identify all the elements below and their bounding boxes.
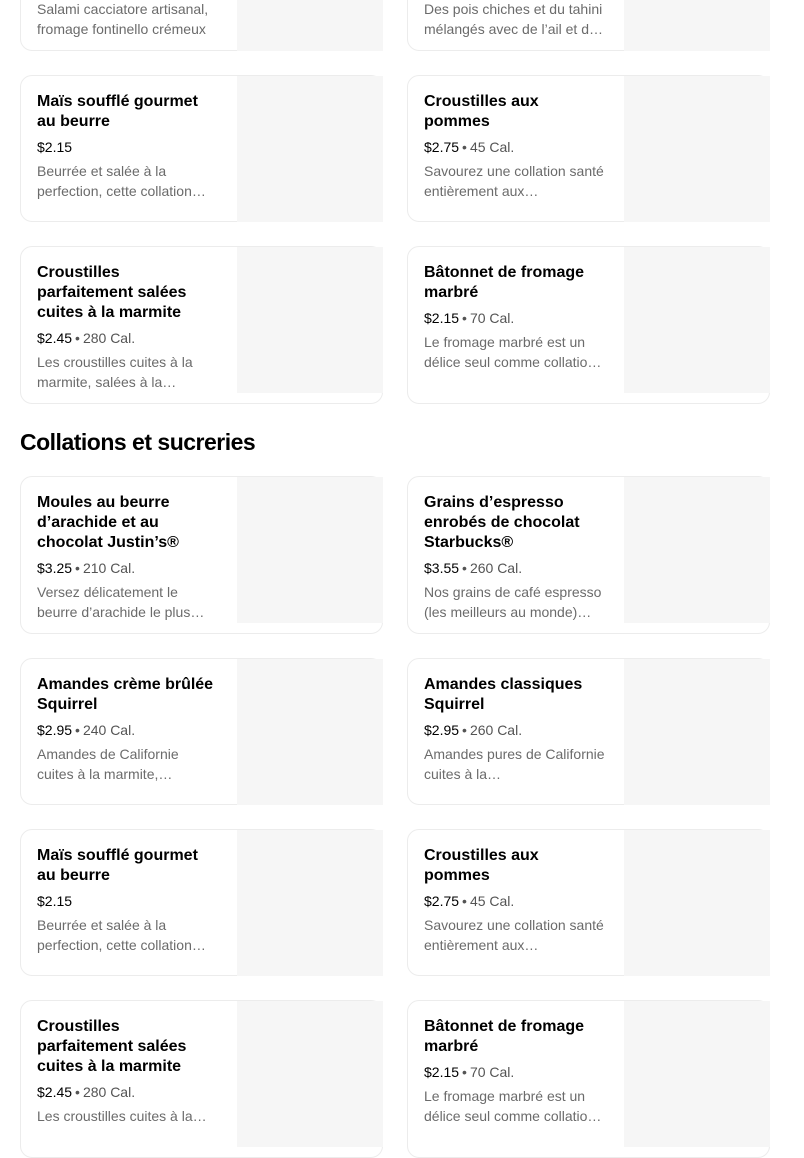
menu-item-price: $3.25 <box>37 560 73 576</box>
menu-item-name: Maïs soufflé gourmet au beurre <box>37 847 198 884</box>
menu-item-name: Croustilles parfaitement salées cuites à la marmite <box>37 264 187 321</box>
menu-item-price: $2.75 <box>424 139 460 155</box>
menu-item-description: Amandes de Californie cuites à la marmite,… <box>37 746 179 782</box>
menu-item-price: $2.15 <box>424 1064 460 1080</box>
menu-item-calories: 70 Cal. <box>469 310 515 326</box>
menu-item-image <box>237 0 383 51</box>
menu-item-price: $2.15 <box>37 139 73 155</box>
menu-item-description: Amandes pures de Californie cuites à la… <box>424 746 605 782</box>
menu-item-card[interactable] <box>407 829 770 976</box>
menu-item-description: Versez délicatement le beurre d’arachide le plus… <box>37 584 205 620</box>
menu-item-calories: 240 Cal. <box>82 722 136 738</box>
menu-item-name: Maïs soufflé gourmet au beurre <box>37 93 198 130</box>
menu-item-image <box>237 659 383 805</box>
menu-item-price: $2.45 <box>37 330 73 346</box>
menu-item-text <box>424 493 606 622</box>
menu-item-price: $2.95 <box>37 722 73 738</box>
menu-item-text <box>37 846 219 955</box>
meta-separator: • <box>462 560 467 576</box>
menu-item-description: Les croustilles cuites à la… <box>37 1108 207 1124</box>
meta-separator: • <box>462 310 467 326</box>
menu-item-meta <box>424 720 606 740</box>
menu-item-image <box>237 1001 383 1147</box>
meta-separator: • <box>75 560 80 576</box>
menu-item-text <box>424 0 606 39</box>
menu-item-card[interactable] <box>20 1000 383 1158</box>
menu-item-card[interactable] <box>20 0 383 51</box>
menu-item-text <box>37 675 219 784</box>
menu-item-description: Le fromage marbré est un délice seul comme collatio… <box>424 1088 602 1124</box>
menu-item-image <box>624 659 770 805</box>
menu-item-meta <box>37 328 219 348</box>
menu-item-calories: 210 Cal. <box>82 560 136 576</box>
meta-separator: • <box>462 1064 467 1080</box>
menu-item-text <box>424 675 606 784</box>
menu-item-description: Beurrée et salée à la perfection, cette collation… <box>37 163 206 199</box>
menu-item-calories: 280 Cal. <box>82 330 136 346</box>
menu-item-name: Amandes classiques Squirrel <box>424 676 583 713</box>
menu-item-card[interactable] <box>20 246 383 404</box>
menu-item-text <box>424 92 606 201</box>
menu-item-card[interactable] <box>407 0 770 51</box>
menu-item-meta <box>424 558 606 578</box>
menu-item-name: Moules au beurre d’arachide et au chocolat Justin’s® <box>37 494 179 551</box>
menu-item-calories: 260 Cal. <box>469 560 523 576</box>
menu-item-description: Nos grains de café espresso (les meilleurs au monde)… <box>424 584 602 620</box>
meta-separator: • <box>462 139 467 155</box>
menu-item-meta <box>37 558 219 578</box>
meta-separator: • <box>462 893 467 909</box>
menu-item-description: Les croustilles cuites à la marmite, salées à la… <box>37 354 193 390</box>
meta-separator: • <box>75 330 80 346</box>
meta-separator: • <box>75 722 80 738</box>
menu-item-card[interactable] <box>407 1000 770 1158</box>
menu-item-image <box>624 1001 770 1147</box>
menu-item-meta <box>424 308 606 328</box>
menu-item-meta <box>424 1062 606 1082</box>
menu-item-name: Bâtonnet de fromage marbré <box>424 264 585 301</box>
menu-item-card[interactable] <box>407 75 770 222</box>
menu-item-price: $2.15 <box>424 310 460 326</box>
menu-item-name: Croustilles aux pommes <box>424 93 539 130</box>
menu-item-name: Bâtonnet de fromage marbré <box>424 1018 585 1055</box>
menu-item-text <box>37 263 219 392</box>
menu-item-text <box>37 493 219 622</box>
menu-item-card[interactable] <box>407 476 770 634</box>
menu-item-description: Des pois chiches et du tahini mélangés avec de l’ail et d… <box>424 1 603 37</box>
menu-item-card[interactable] <box>407 658 770 805</box>
menu-item-text <box>424 1017 606 1126</box>
menu-item-image <box>624 830 770 976</box>
menu-item-text <box>37 1017 219 1126</box>
menu-item-name: Croustilles parfaitement salées cuites à la marmite <box>37 1018 187 1075</box>
section-title: Collations et sucreries <box>20 429 256 455</box>
menu-item-meta <box>37 1082 219 1102</box>
menu-item-price: $2.75 <box>424 893 460 909</box>
menu-item-description: Beurrée et salée à la perfection, cette collation… <box>37 917 206 953</box>
menu-item-image <box>624 477 770 623</box>
menu-item-card[interactable] <box>407 246 770 404</box>
menu-item-text <box>37 92 219 201</box>
menu-item-card[interactable] <box>20 476 383 634</box>
menu-item-description: Salami cacciatore artisanal, fromage fontinello crémeux <box>37 1 209 37</box>
menu-item-card[interactable] <box>20 829 383 976</box>
menu-item-image <box>624 247 770 393</box>
menu-item-calories: 70 Cal. <box>469 1064 515 1080</box>
menu-item-image <box>624 76 770 222</box>
menu-item-calories: 260 Cal. <box>469 722 523 738</box>
menu-item-image <box>237 247 383 393</box>
menu-item-price: $2.95 <box>424 722 460 738</box>
menu-item-price: $3.55 <box>424 560 460 576</box>
menu-item-text <box>424 263 606 372</box>
menu-item-card[interactable] <box>20 75 383 222</box>
menu-item-card[interactable] <box>20 658 383 805</box>
meta-separator: • <box>462 722 467 738</box>
menu-item-name: Grains d’espresso enrobés de chocolat Starbucks® <box>424 494 580 551</box>
menu-item-text <box>37 0 219 39</box>
menu-item-calories: 45 Cal. <box>469 893 515 909</box>
menu-item-meta <box>37 720 219 740</box>
meta-separator: • <box>75 1084 80 1100</box>
menu-item-meta <box>424 891 606 911</box>
menu-item-description: Le fromage marbré est un délice seul comme collatio… <box>424 334 602 370</box>
menu-item-image <box>624 0 770 51</box>
menu-item-price: $2.15 <box>37 893 73 909</box>
menu-item-image <box>237 830 383 976</box>
menu-item-text <box>424 846 606 955</box>
menu-item-meta <box>424 137 606 157</box>
menu-item-image <box>237 76 383 222</box>
menu-item-description: Savourez une collation santé entièrement aux… <box>424 163 604 199</box>
menu-item-meta <box>37 137 219 157</box>
menu-item-description: Savourez une collation santé entièrement aux… <box>424 917 604 953</box>
menu-item-meta <box>37 891 219 911</box>
menu-item-name: Amandes crème brûlée Squirrel <box>37 676 214 713</box>
menu-item-image <box>237 477 383 623</box>
menu-item-calories: 45 Cal. <box>469 139 515 155</box>
menu-item-price: $2.45 <box>37 1084 73 1100</box>
menu-item-calories: 280 Cal. <box>82 1084 136 1100</box>
menu-item-name: Croustilles aux pommes <box>424 847 539 884</box>
